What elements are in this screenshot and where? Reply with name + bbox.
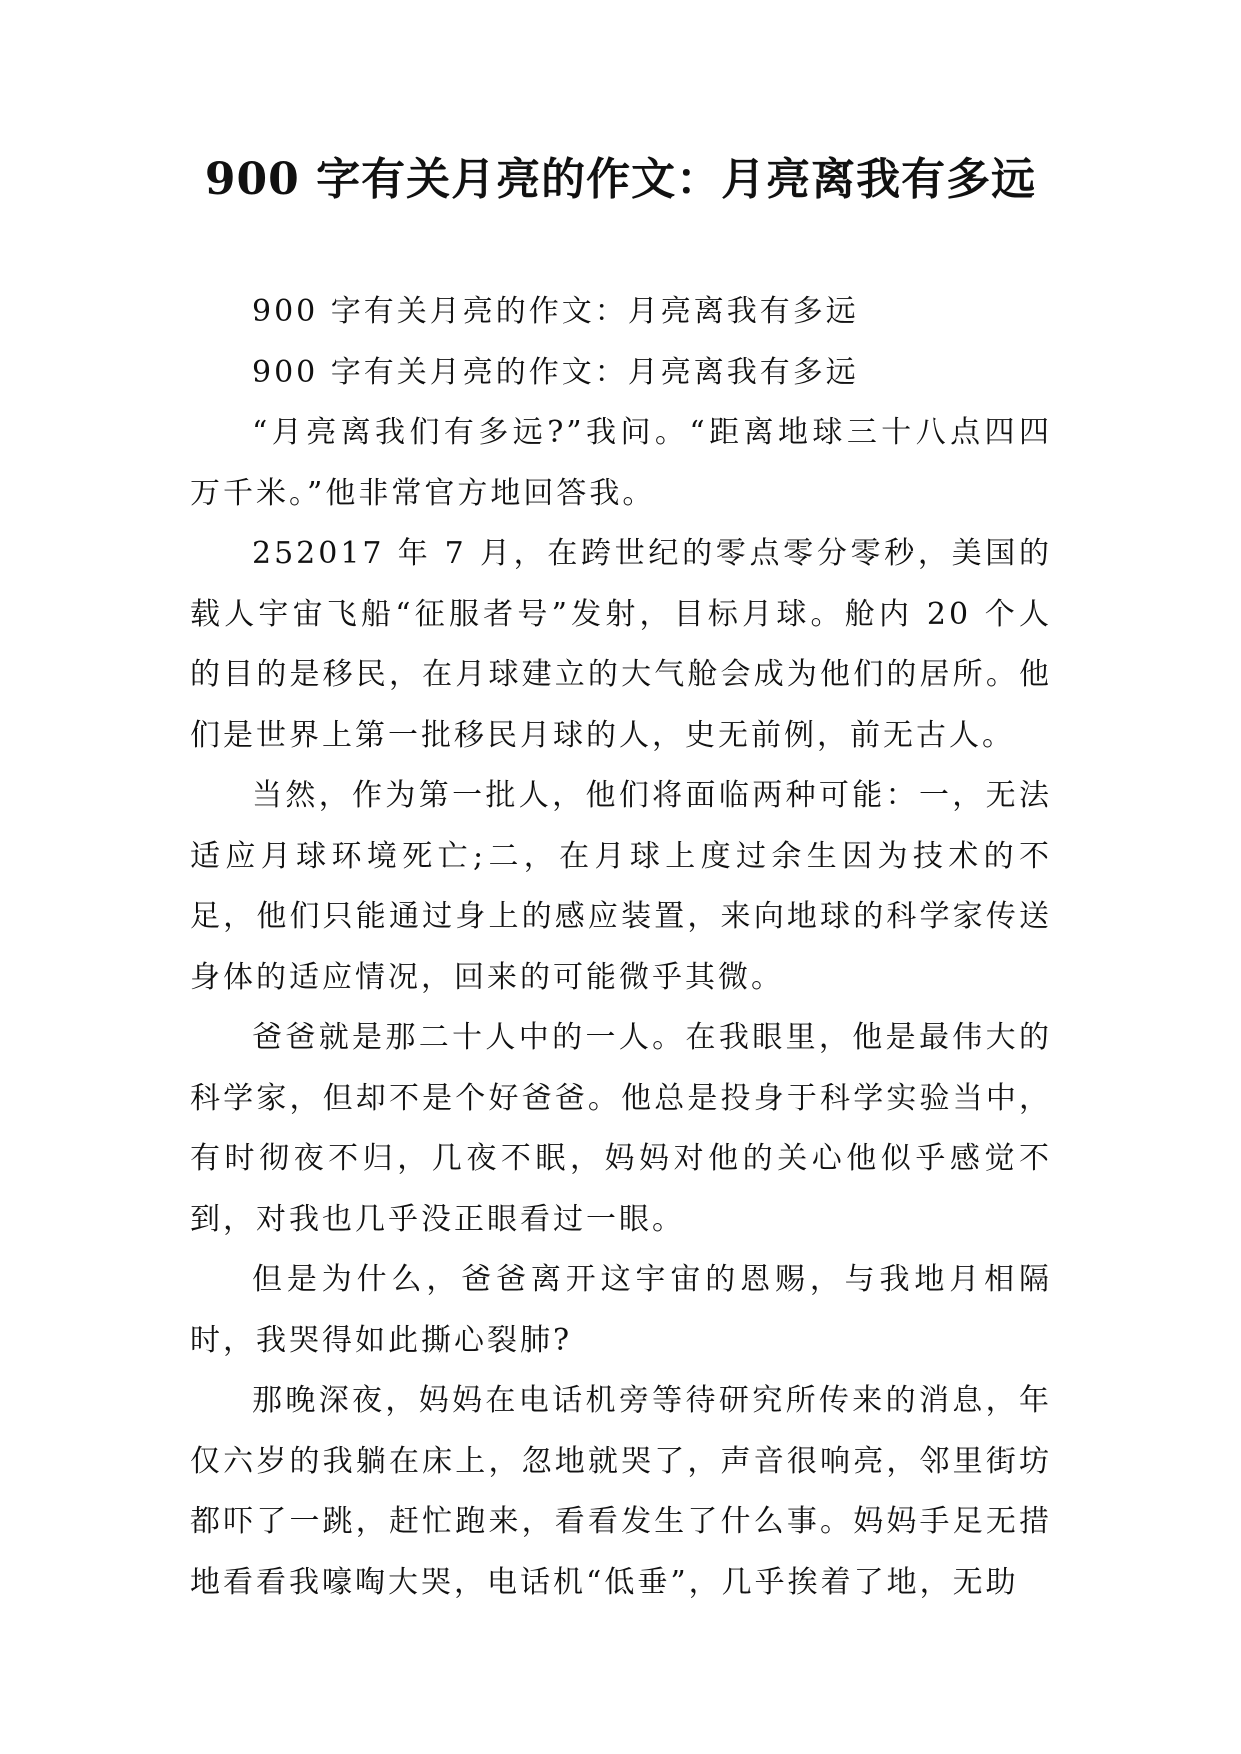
paragraph: 900 字有关月亮的作文：月亮离我有多远 <box>252 294 859 329</box>
paragraph: 当然，作为第一批人，他们将面临两种可能：一，无法适应月球环境死亡;二，在月球上度过余生因为技术的不足，他们只能通过身上的感应装置，来向地球的科学家传送身体的适应情况，回来的可能微乎其微。 <box>190 778 1052 995</box>
document-body <box>190 282 1052 1613</box>
paragraph: 900 字有关月亮的作文：月亮离我有多远 <box>252 354 859 390</box>
paragraph: “月亮离我们有多远?”我问。“距离地球三十八点四四万千米。”他非常官方地回答我。 <box>190 415 1052 511</box>
paragraph: 那晚深夜，妈妈在电话机旁等待研究所传来的消息，年仅六岁的我躺在床上，忽地就哭了，声音很响亮，邻里街坊都吓了一跳，赶忙跑来，看看发生了什么事。妈妈手足无措地看看我嚎啕大哭，电话机“低垂”，几乎挨着了地，无助 <box>190 1383 1052 1600</box>
document-title: 900 字有关月亮的作文：月亮离我有多远 <box>204 154 1037 205</box>
paragraph: 爸爸就是那二十人中的一人。在我眼里，他是最伟大的科学家，但却不是个好爸爸。他总是投身于科学实验当中，有时彻夜不归，几夜不眠，妈妈对他的关心他似乎感觉不到，对我也几乎没正眼看过一眼。 <box>190 1020 1052 1237</box>
paragraph: 252017 年 7 月，在跨世纪的零点零分零秒，美国的载人宇宙飞船“征服者号”发射，目标月球。舱内 20 个人的目的是移民，在月球建立的大气舱会成为他们的居所。他们是世界上第一批移民月球的人，史无前例，前无古人。 <box>190 536 1052 753</box>
paragraph: 但是为什么，爸爸离开这宇宙的恩赐，与我地月相隔时，我哭得如此撕心裂肺? <box>190 1262 1052 1358</box>
